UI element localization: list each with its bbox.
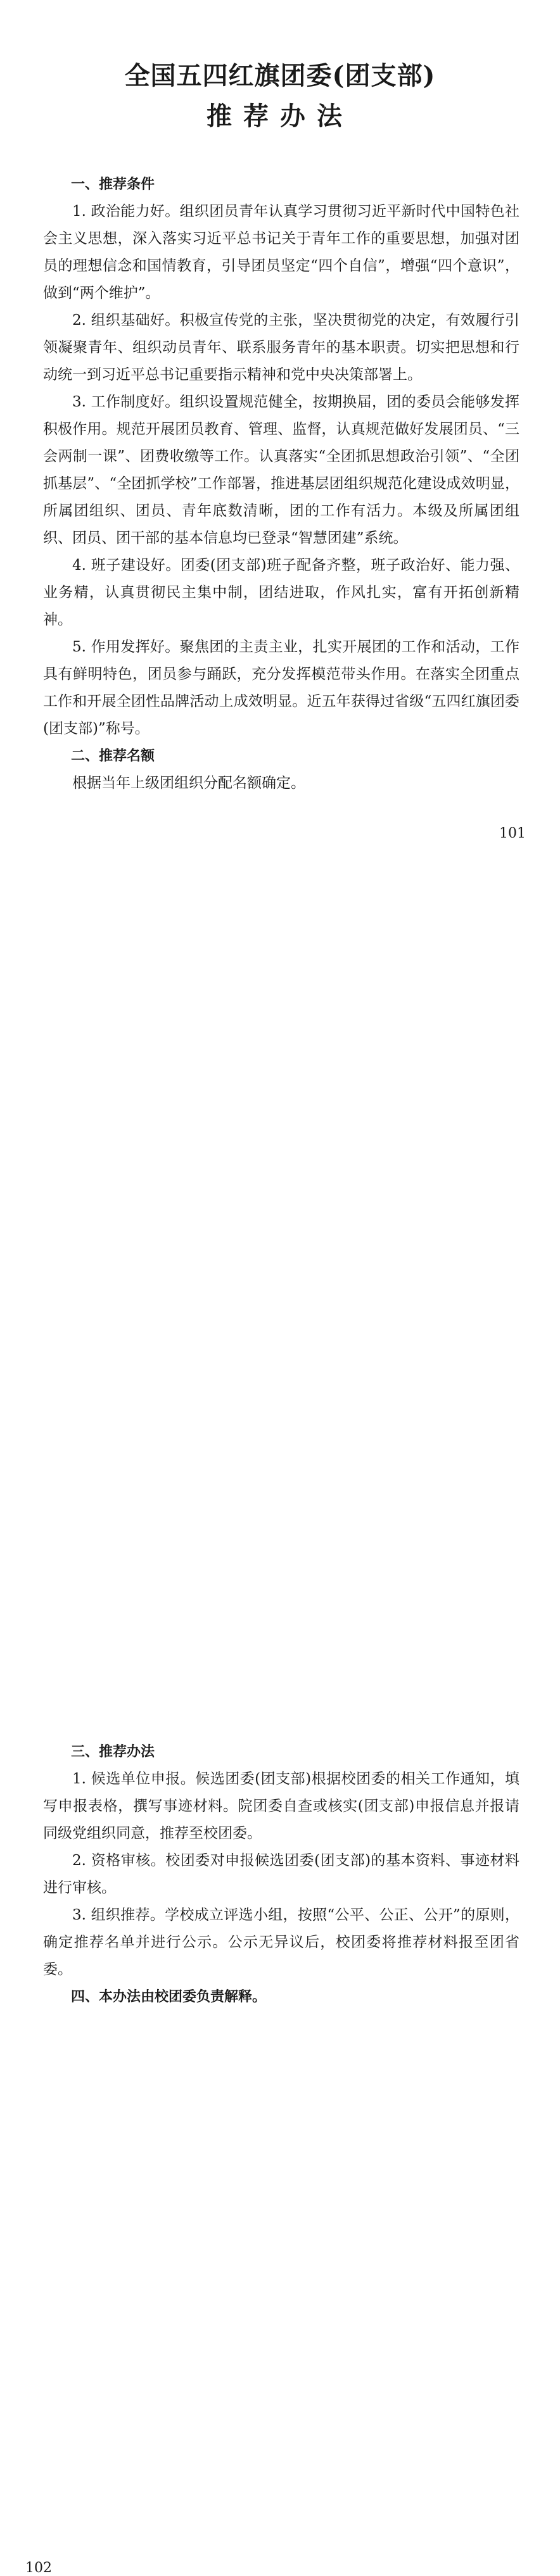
- section-heading-criteria: 一、推荐条件: [71, 177, 155, 192]
- document-subtitle: 推荐办法: [207, 101, 353, 131]
- paragraph-role-performance: 5. 作用发挥好。聚焦团的主责主业，扎实开展团的工作和活动，工作具有鲜明特色，团员参与踊跃，充分发挥模范带头作用。在落实全团重点工作和开展全团性品牌活动上成效明显。近五年获得过省级“五四红旗团委(团支部)”称号。: [43, 639, 519, 737]
- page-number: 101: [499, 826, 526, 841]
- paragraph-team-building: 4. 班子建设好。团委(团支部)班子配备齐整，班子政治好、能力强、业务精，认真贯彻民主集中制，团结进取，作风扎实，富有开拓创新精神。: [43, 557, 519, 628]
- paragraph-recommendation: 3. 组织推荐。学校成立评选小组，按照“公平、公正、公开”的原则，确定推荐名单并进行公示。公示无异议后，校团委将推荐材料报至团省委。: [43, 1907, 519, 1978]
- page-101: [0, 0, 560, 865]
- section-heading-method: 三、推荐办法: [71, 1744, 155, 1760]
- paragraph-organization-basis: 2. 组织基础好。积极宣传党的主张，坚决贯彻党的决定，有效履行引领凝聚青年、组织动员青年、联系服务青年的基本职责。切实把思想和行动统一到习近平总书记重要指示精神和党中央决策部署上。: [43, 312, 519, 383]
- paragraph-application: 1. 候选单位申报。候选团委(团支部)根据校团委的相关工作通知，填写申报表格，撰写事迹材料。院团委自查或核实(团支部)申报信息并报请同级党组织同意，推荐至校团委。: [43, 1771, 519, 1842]
- paragraph-review: 2. 资格审核。校团委对申报候选团委(团支部)的基本资料、事迹材料进行审核。: [43, 1852, 519, 1896]
- page-number: 102: [25, 2560, 52, 2576]
- document-title: 全国五四红旗团委(团支部): [124, 61, 436, 91]
- paragraph-political-ability: 1. 政治能力好。组织团员青年认真学习贯彻习近平新时代中国特色社会主义思想，深入落实习近平总书记关于青年工作的重要思想，加强对团员的理想信念和国情教育，引导团员坚定“四个自信”，增强“四个意识”，做到“两个维护”。: [43, 203, 519, 301]
- page-101-body: [43, 171, 519, 797]
- page-102: [0, 865, 560, 2576]
- paragraph-quota: 根据当年上级团组织分配名额确定。: [72, 775, 305, 791]
- section-heading-interpretation: 四、本办法由校团委负责解释。: [71, 1989, 267, 2005]
- page-102-body: [43, 1738, 519, 2011]
- section-heading-quota: 二、推荐名额: [71, 748, 155, 764]
- paragraph-work-system: 3. 工作制度好。组织设置规范健全，按期换届，团的委员会能够发挥积极作用。规范开展团员教育、管理、监督，认真规范做好发展团员、“三会两制一课”、团费收缴等工作。认真落实“全团抓思想政治引领”、“全团抓基层”、“全团抓学校”工作部署，推进基层团组织规范化建设成效明显，所属团组织、团员、青年底数清晰，团的工作有活力。本级及所属团组织、团员、团干部的基本信息均已登录“智慧团建”系统。: [43, 394, 519, 546]
